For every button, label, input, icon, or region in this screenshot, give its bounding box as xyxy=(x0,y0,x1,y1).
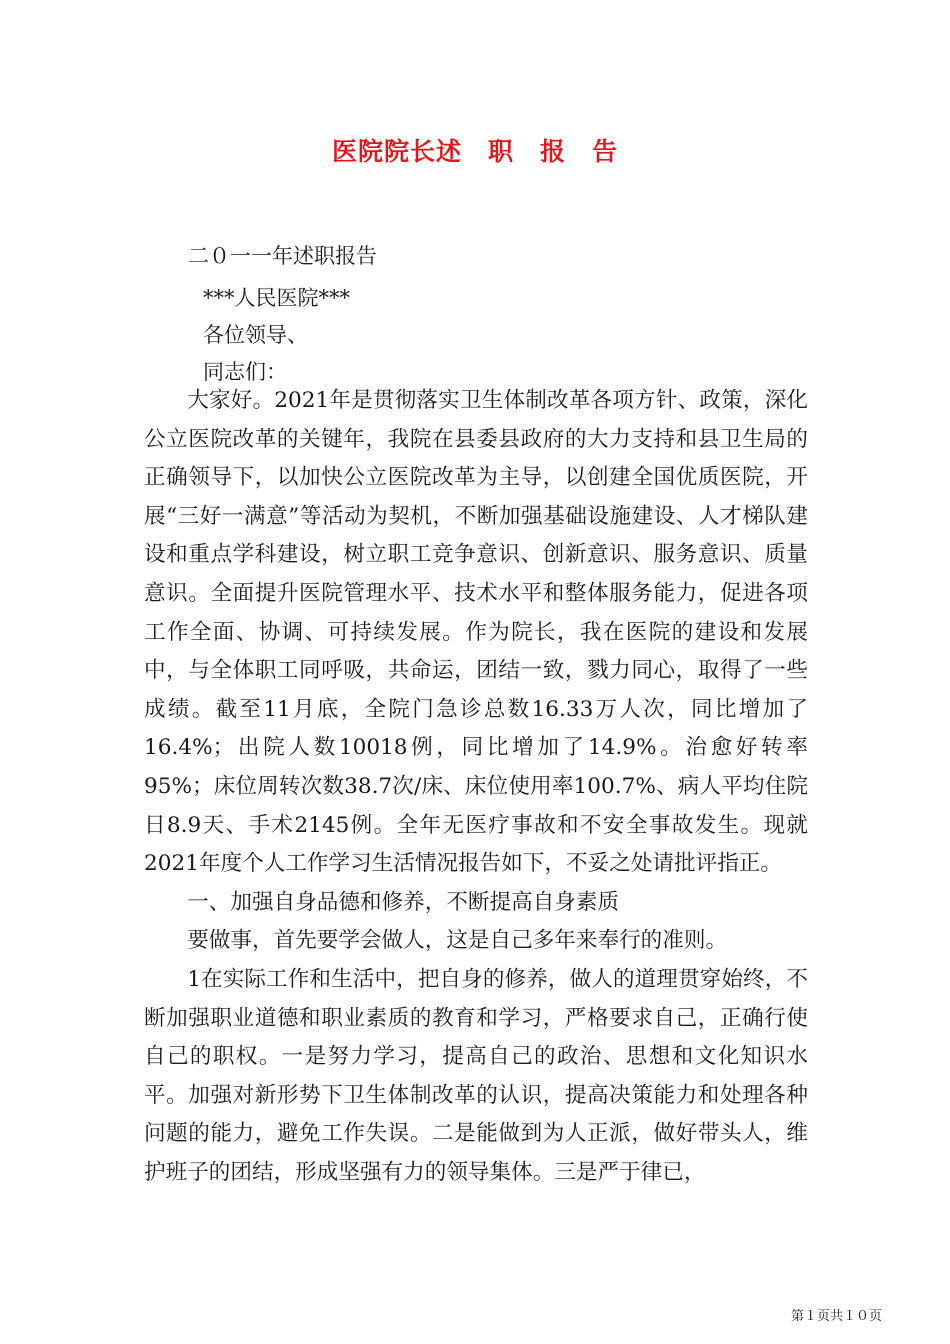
document-title: 医院院长述 职 报 告 xyxy=(331,137,618,166)
hospital-name-line: ***人民医院*** xyxy=(203,286,350,310)
report-year-line: 二０一一年述职报告 xyxy=(188,244,377,268)
paragraph-intro: 大家好。2021年是贯彻落实卫生体制改革各项方针、政策，深化公立医院改革的关键年，我院在县委县政府的大力支持和县卫生局的正确领导下，以加快公立医院改革为主导，以创建全国优质医院，开展“三好一满意”等活动为契机，不断加强基础设施建设、人才梯队建设和重点学科建设，树立职工竞争意识、创新意识、服务意识、质量意识。全面提升医院管理水平、技术水平和整体服务能力，促进各项工作全面、协调、可持续发展。作为院长，我在医院的建设和发展中，与全体职工同呼吸，共命运，团结一致，戮力同心，取得了一些成绩。截至11月底，全院门急诊总数16.33万人次，同比增加了16.4%；出院人数10018例，同比增加了14.9%。治愈好转率95%；床位周转次数38.7次/床、床位使用率100.7%、病人平均住院日8.9天、手术2145例。全年无医疗事故和不安全事故发生。现就2021年度个人工作学习生活情况报告如下，不妥之处请批评指正。 xyxy=(144,388,808,877)
page-number-footer: 第１页共１０页 xyxy=(790,1309,882,1324)
section-heading-1: 一、加强自身品德和修养，不断提高自身素质 xyxy=(187,889,620,915)
report-body xyxy=(144,382,808,1192)
paragraph-self-cultivation: 1在实际工作和生活中，把自身的修养，做人的道理贯穿始终，不断加强职业道德和职业素质的教育和学习，严格要求自己，正确行使自己的职权。一是努力学习，提高自己的政治、思想和文化知识水平。加强对新形势下卫生体制改革的认识，提高决策能力和处理各种问题的能力，避免工作失误。二是能做到为人正派，做好带头人，维护班子的团结，形成坚强有力的领导集体。三是严于律已， xyxy=(144,966,808,1185)
paragraph-principle: 要做事，首先要学会做人，这是自己多年来奉行的准则。 xyxy=(187,928,728,954)
salutation-leaders: 各位领导、 xyxy=(203,323,308,347)
salutation-comrades: 同志们： xyxy=(203,360,287,384)
